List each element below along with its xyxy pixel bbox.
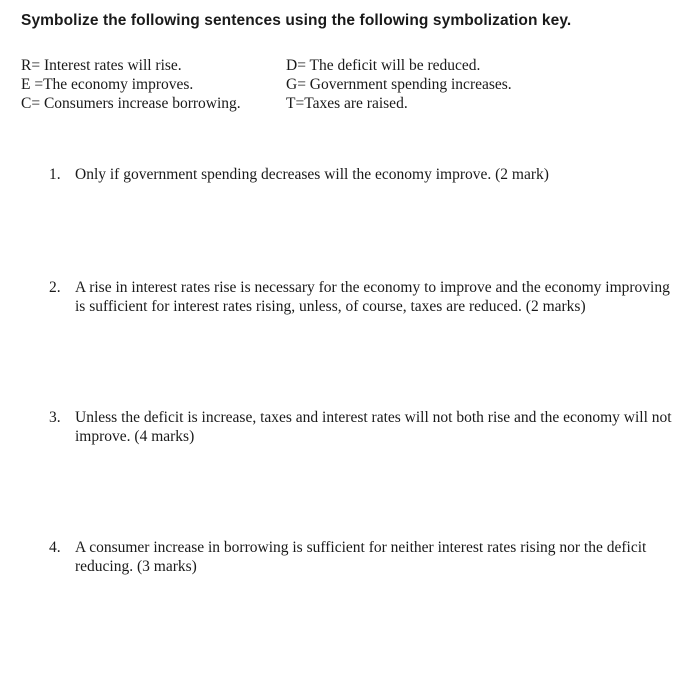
question-item: [49, 278, 679, 316]
question-number: 1.: [49, 166, 61, 183]
symbolization-key-left-column: [21, 56, 241, 113]
question-text: A consumer increase in borrowing is sufficient for neither interest rates rising nor the deficit reducing. (3 marks): [75, 539, 647, 575]
question-item: [49, 408, 679, 446]
key-entry-d: D= The deficit will be reduced.: [286, 57, 481, 74]
key-entry-r: R= Interest rates will rise.: [21, 57, 182, 74]
question-text: A rise in interest rates rise is necessary for the economy to improve and the economy improving is sufficient for interest rates rising, unless, of course, taxes are reduced. (2 marks): [75, 279, 670, 315]
key-entry-e: E =The economy improves.: [21, 76, 194, 93]
question-text: Only if government spending decreases will the economy improve. (2 mark): [75, 166, 549, 183]
symbolization-key-right-column: [286, 56, 512, 113]
key-entry-g: G= Government spending increases.: [286, 76, 512, 93]
question-item: [49, 165, 679, 184]
question-item: [49, 538, 679, 576]
question-number: 2.: [49, 279, 61, 296]
question-text: Unless the deficit is increase, taxes and interest rates will not both rise and the economy will not improve. (4 marks): [75, 409, 672, 445]
page-heading: Symbolize the following sentences using the following symbolization key.: [21, 12, 572, 29]
key-entry-c: C= Consumers increase borrowing.: [21, 95, 241, 112]
question-number: 3.: [49, 409, 61, 426]
key-entry-t: T=Taxes are raised.: [286, 95, 408, 112]
question-number: 4.: [49, 539, 61, 556]
